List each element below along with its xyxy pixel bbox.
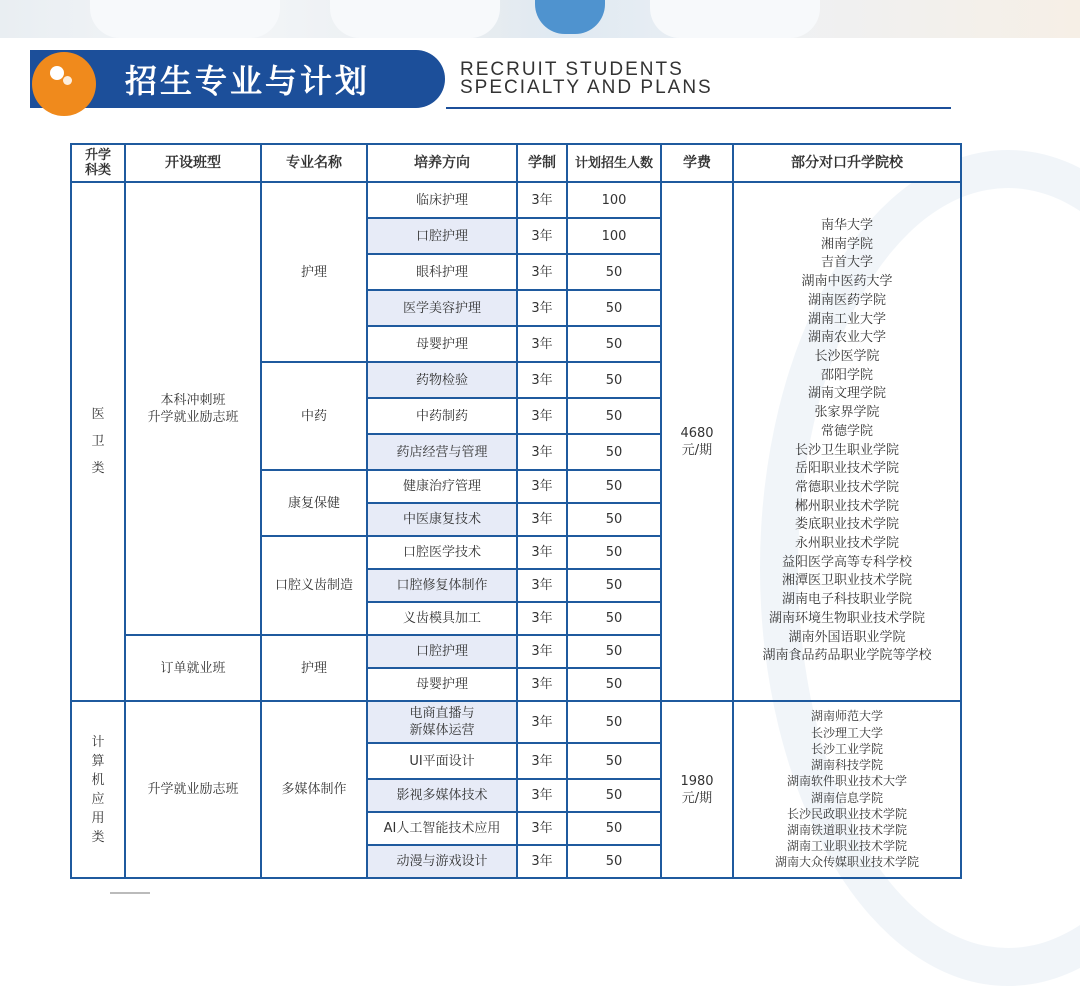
school-item: 湖南文理学院 (807, 386, 886, 402)
quota-cell: 50 (567, 845, 661, 878)
quota-cell: 50 (567, 254, 661, 290)
school-item: 湖南中医药大学 (801, 274, 893, 290)
col-header-quota: 计划招生人数 (567, 144, 661, 182)
school-item: 长沙理工大学 (810, 725, 883, 740)
school-item: 长沙医学院 (814, 348, 880, 364)
major-name: 口腔义齿制造 (261, 536, 367, 635)
schools-cell (733, 701, 961, 878)
school-item: 湖南大众传媒职业技术学院 (774, 855, 919, 870)
direction-cell: 临床护理 (367, 182, 517, 218)
quota-cell: 50 (567, 326, 661, 362)
enrollment-plan-table (70, 143, 962, 879)
orange-circle-icon (32, 52, 96, 116)
school-item: 常德职业技术学院 (794, 479, 899, 495)
direction-cell: 中医康复技术 (367, 503, 517, 536)
col-header-schools: 部分对口升学院校 (733, 144, 961, 182)
col-header-category: 升学 科类 (71, 144, 125, 182)
years-cell: 3年 (517, 434, 567, 470)
quota-cell: 50 (567, 290, 661, 326)
table-row (71, 701, 961, 743)
col-header-direction: 培养方向 (367, 144, 517, 182)
quota-cell: 50 (567, 701, 661, 743)
footer-divider (110, 892, 150, 894)
school-item: 南华大学 (820, 218, 873, 234)
years-cell: 3年 (517, 362, 567, 398)
school-item: 湘潭医卫职业技术学院 (781, 573, 912, 589)
years-cell: 3年 (517, 812, 567, 845)
direction-cell: 健康治疗管理 (367, 470, 517, 503)
direction-cell: 口腔修复体制作 (367, 569, 517, 602)
school-item: 湖南外国语职业学院 (788, 629, 906, 645)
col-header-class-type: 开设班型 (125, 144, 261, 182)
school-item: 湖南铁道职业技术学院 (786, 822, 907, 837)
direction-cell: 药物检验 (367, 362, 517, 398)
school-item: 永州职业技术学院 (794, 536, 899, 552)
quota-cell: 50 (567, 434, 661, 470)
school-item: 娄底职业技术学院 (794, 517, 899, 533)
years-cell: 3年 (517, 845, 567, 878)
school-item: 湘南学院 (820, 236, 873, 252)
direction-cell: 母婴护理 (367, 668, 517, 701)
direction-cell: 口腔护理 (367, 218, 517, 254)
direction-cell: AI人工智能技术应用 (367, 812, 517, 845)
tuition-cell: 4680 元/期 (661, 182, 733, 701)
school-item: 湖南医药学院 (807, 292, 886, 308)
section-title: 招生专业与计划 (125, 62, 371, 100)
major-name: 护理 (261, 182, 367, 362)
school-item: 湖南电子科技职业学院 (781, 592, 912, 608)
col-header-years: 学制 (517, 144, 567, 182)
years-cell: 3年 (517, 743, 567, 779)
school-item: 邵阳学院 (820, 367, 873, 383)
years-cell: 3年 (517, 536, 567, 569)
top-banner-photo (0, 0, 1080, 38)
school-item: 长沙工业学院 (810, 741, 883, 756)
quota-cell: 50 (567, 743, 661, 779)
direction-cell: 医学美容护理 (367, 290, 517, 326)
direction-cell: 眼科护理 (367, 254, 517, 290)
category-computer: 计算机应用类 (71, 701, 125, 878)
class-type-cell: 本科冲刺班 升学就业励志班 (125, 182, 261, 635)
quota-cell: 100 (567, 182, 661, 218)
years-cell: 3年 (517, 635, 567, 668)
quota-cell: 50 (567, 536, 661, 569)
quota-cell: 50 (567, 635, 661, 668)
school-item: 郴州职业技术学院 (794, 498, 899, 514)
years-cell: 3年 (517, 503, 567, 536)
school-item: 湖南工业职业技术学院 (786, 839, 907, 854)
direction-cell: 中药制药 (367, 398, 517, 434)
class-type-cell: 升学就业励志班 (125, 701, 261, 878)
school-item: 长沙卫生职业学院 (794, 442, 899, 458)
major-name: 中药 (261, 362, 367, 470)
table-row (71, 182, 961, 218)
col-header-major: 专业名称 (261, 144, 367, 182)
direction-cell: 电商直播与 新媒体运营 (367, 701, 517, 743)
quota-cell: 50 (567, 779, 661, 812)
quota-cell: 100 (567, 218, 661, 254)
school-item: 湖南工业大学 (807, 311, 886, 327)
major-name: 康复保健 (261, 470, 367, 536)
class-type-cell: 订单就业班 (125, 635, 261, 701)
quota-cell: 50 (567, 362, 661, 398)
years-cell: 3年 (517, 701, 567, 743)
category-medical: 医卫类 (71, 182, 125, 701)
school-item: 岳阳职业技术学院 (794, 461, 899, 477)
school-item: 湖南信息学院 (810, 790, 883, 805)
direction-cell: UI平面设计 (367, 743, 517, 779)
direction-cell: 动漫与游戏设计 (367, 845, 517, 878)
header-underline (446, 107, 951, 109)
school-item: 吉首大学 (820, 255, 873, 271)
school-item: 湖南食品药品职业学院等学校 (762, 648, 932, 664)
quota-cell: 50 (567, 503, 661, 536)
table-header-row (71, 144, 961, 182)
years-cell: 3年 (517, 398, 567, 434)
quota-cell: 50 (567, 812, 661, 845)
major-name: 多媒体制作 (261, 701, 367, 878)
major-name: 护理 (261, 635, 367, 701)
years-cell: 3年 (517, 326, 567, 362)
direction-cell: 药店经营与管理 (367, 434, 517, 470)
direction-cell: 口腔护理 (367, 635, 517, 668)
school-item: 湖南农业大学 (807, 330, 886, 346)
school-item: 湖南科技学院 (810, 758, 883, 773)
quota-cell: 50 (567, 470, 661, 503)
school-item: 长沙民政职业技术学院 (786, 806, 907, 821)
years-cell: 3年 (517, 290, 567, 326)
direction-cell: 影视多媒体技术 (367, 779, 517, 812)
years-cell: 3年 (517, 470, 567, 503)
years-cell: 3年 (517, 218, 567, 254)
school-item: 常德学院 (820, 423, 873, 439)
col-header-tuition: 学费 (661, 144, 733, 182)
tuition-cell: 1980 元/期 (661, 701, 733, 878)
quota-cell: 50 (567, 569, 661, 602)
years-cell: 3年 (517, 779, 567, 812)
years-cell: 3年 (517, 602, 567, 635)
schools-cell (733, 182, 961, 701)
direction-cell: 母婴护理 (367, 326, 517, 362)
years-cell: 3年 (517, 668, 567, 701)
school-item: 湖南师范大学 (810, 709, 883, 724)
quota-cell: 50 (567, 398, 661, 434)
years-cell: 3年 (517, 254, 567, 290)
years-cell: 3年 (517, 569, 567, 602)
school-item: 湖南环境生物职业技术学院 (768, 610, 925, 626)
school-item: 益阳医学高等专科学校 (781, 554, 912, 570)
section-subtitle-en: RECRUIT STUDENTS SPECIALTY AND PLANS (460, 59, 713, 98)
years-cell: 3年 (517, 182, 567, 218)
direction-cell: 口腔医学技术 (367, 536, 517, 569)
school-item: 张家界学院 (814, 405, 880, 421)
quota-cell: 50 (567, 668, 661, 701)
direction-cell: 义齿模具加工 (367, 602, 517, 635)
quota-cell: 50 (567, 602, 661, 635)
school-item: 湖南软件职业技术大学 (786, 774, 907, 789)
